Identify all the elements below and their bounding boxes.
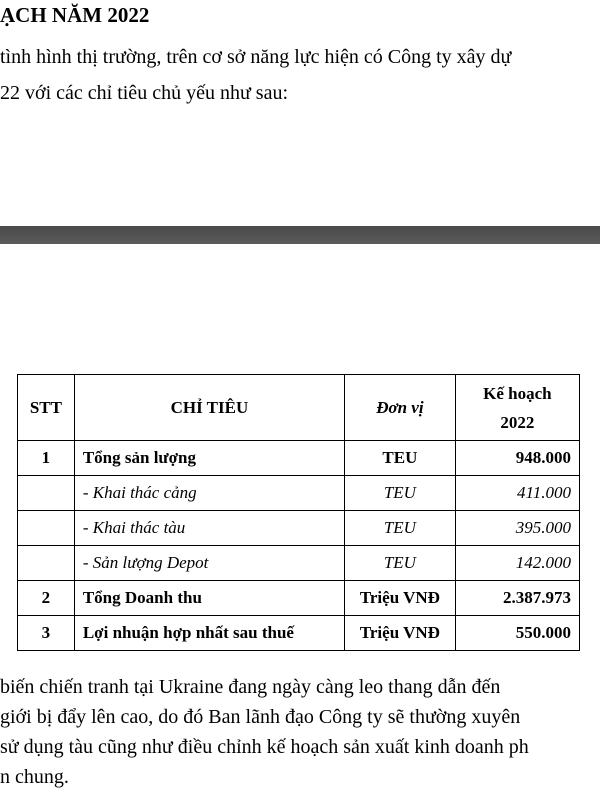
closing-line-1: biến chiến tranh tại Ukraine đang ngày càng leo thang dẫn đến <box>0 676 501 698</box>
row-plan-value: 2.387.973 <box>455 581 579 616</box>
table-row <box>18 581 580 616</box>
row-stt <box>18 476 75 511</box>
header-plan-line1: Kế hoạch <box>483 383 552 403</box>
table-header-row <box>18 375 580 441</box>
header-plan <box>455 375 579 441</box>
row-stt: 3 <box>18 616 75 651</box>
row-unit: TEU <box>345 441 456 476</box>
closing-line-3: sử dụng tàu cũng như điều chỉnh kế hoạch sản xuất kinh doanh ph <box>0 736 529 758</box>
row-plan-value: 948.000 <box>455 441 579 476</box>
header-unit <box>345 375 456 441</box>
table-row <box>18 546 580 581</box>
closing-line-2: giới bị đẩy lên cao, do đó Ban lãnh đạo Công ty sẽ thường xuyên <box>0 706 521 728</box>
header-unit-label: Đơn vị <box>376 397 424 417</box>
row-indicator: Lợi nhuận hợp nhất sau thuế <box>74 616 344 651</box>
row-unit: Triệu VNĐ <box>345 616 456 651</box>
row-unit: TEU <box>345 476 456 511</box>
row-stt: 2 <box>18 581 75 616</box>
row-plan-value: 550.000 <box>455 616 579 651</box>
row-plan-value: 411.000 <box>455 476 579 511</box>
table-row <box>18 616 580 651</box>
header-plan-line2: 2022 <box>500 412 535 432</box>
row-plan-value: 395.000 <box>455 511 579 546</box>
row-stt <box>18 546 75 581</box>
plan-table <box>17 374 580 651</box>
header-stt: STT <box>18 375 75 441</box>
page-bottom-section <box>0 244 600 800</box>
table-row <box>18 476 580 511</box>
row-stt: 1 <box>18 441 75 476</box>
header-indicator: CHỈ TIÊU <box>74 375 344 441</box>
row-unit: TEU <box>345 546 456 581</box>
table-row <box>18 441 580 476</box>
row-unit: TEU <box>345 511 456 546</box>
intro-line-2: 22 với các chỉ tiêu chủ yếu như sau: <box>0 82 288 104</box>
row-indicator: - Khai thác tàu <box>74 511 344 546</box>
row-indicator: - Khai thác cảng <box>74 476 344 511</box>
page-break-bar <box>0 226 600 244</box>
intro-line-1: tình hình thị trường, trên cơ sở năng lực hiện có Công ty xây dự <box>0 46 512 68</box>
row-indicator: Tổng Doanh thu <box>74 581 344 616</box>
page-top-section <box>0 0 600 226</box>
row-indicator: Tổng sản lượng <box>74 441 344 476</box>
table-row <box>18 511 580 546</box>
closing-line-4: n chung. <box>0 766 69 788</box>
row-plan-value: 142.000 <box>455 546 579 581</box>
row-unit: Triệu VNĐ <box>345 581 456 616</box>
section-heading: ẠCH NĂM 2022 <box>0 3 150 27</box>
row-stt <box>18 511 75 546</box>
row-indicator: - Sản lượng Depot <box>74 546 344 581</box>
